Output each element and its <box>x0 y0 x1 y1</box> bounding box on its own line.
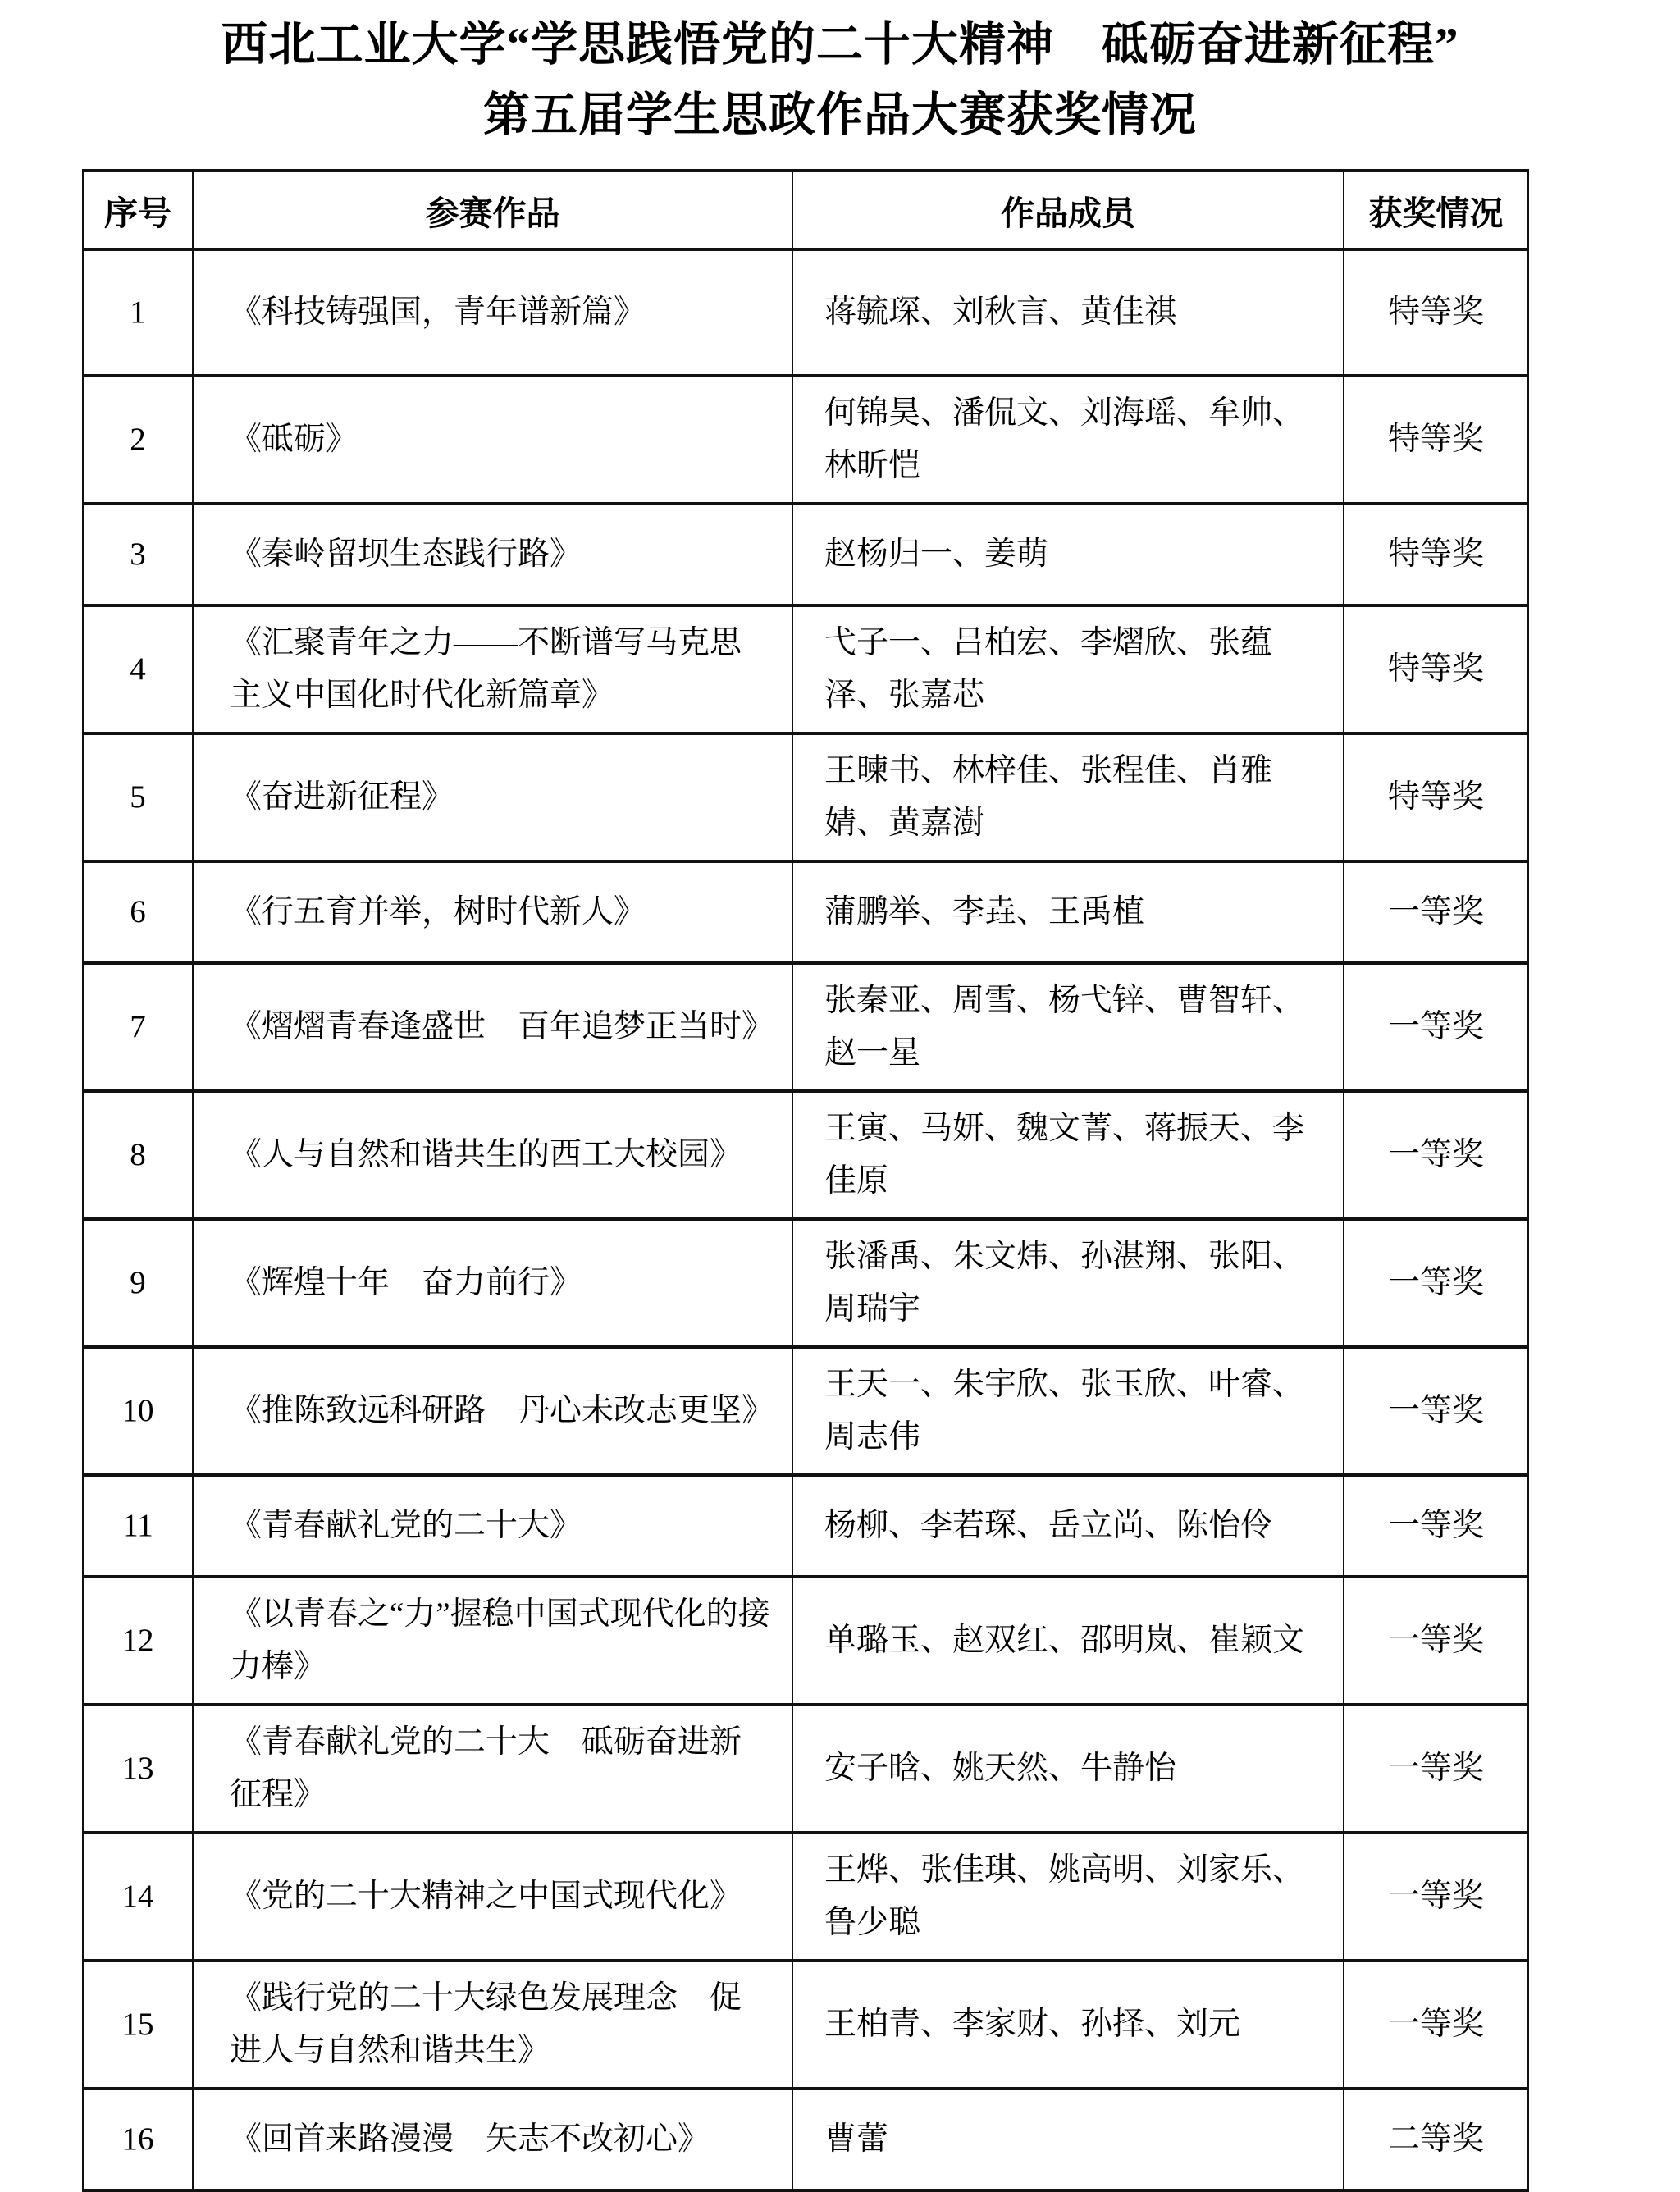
row-number-cell: 15 <box>83 1961 193 2089</box>
row-number-cell: 16 <box>83 2089 193 2190</box>
award-cell: 一等奖 <box>1344 1961 1528 2089</box>
page-title <box>0 0 1680 151</box>
work-title-cell: 《回首来路漫漫 矢志不改初心》 <box>193 2089 792 2190</box>
work-title-cell: 《推陈致远科研路 丹心未改志更坚》 <box>193 1347 792 1475</box>
members-cell: 王柏青、李家财、孙择、刘元 <box>792 1961 1344 2089</box>
row-number-cell: 10 <box>83 1347 193 1475</box>
table-row <box>83 1347 1528 1475</box>
header-row <box>83 171 1528 249</box>
row-number-cell: 14 <box>83 1833 193 1961</box>
row-number-cell: 3 <box>83 504 193 605</box>
work-title-cell: 《以青春之“力”握稳中国式现代化的接力棒》 <box>193 1577 792 1705</box>
award-cell: 特等奖 <box>1344 504 1528 605</box>
work-title-cell: 《科技铸强国，青年谱新篇》 <box>193 249 792 376</box>
work-title-cell: 《践行党的二十大绿色发展理念 促进人与自然和谐共生》 <box>193 1961 792 2089</box>
table-row <box>83 1475 1528 1577</box>
award-cell: 二等奖 <box>1344 2089 1528 2190</box>
work-title-cell: 《青春献礼党的二十大 砥砺奋进新征程》 <box>193 1705 792 1833</box>
work-title-cell: 《党的二十大精神之中国式现代化》 <box>193 1833 792 1961</box>
table-row <box>83 249 1528 376</box>
table-row <box>83 733 1528 861</box>
award-cell: 一等奖 <box>1344 1219 1528 1347</box>
awards-table <box>82 169 1529 2192</box>
table-row <box>83 504 1528 605</box>
table-row <box>83 1705 1528 1833</box>
award-cell: 特等奖 <box>1344 605 1528 733</box>
members-cell: 曹蕾 <box>792 2089 1344 2190</box>
table-row <box>83 861 1528 963</box>
row-number-cell: 12 <box>83 1577 193 1705</box>
work-title-cell: 《行五育并举，树时代新人》 <box>193 861 792 963</box>
row-number-cell: 6 <box>83 861 193 963</box>
members-cell: 王寅、马妍、魏文菁、蒋振天、李佳原 <box>792 1091 1344 1219</box>
table-row <box>83 1219 1528 1347</box>
members-cell: 张潘禹、朱文炜、孙湛翔、张阳、周瑞宇 <box>792 1219 1344 1347</box>
table-row <box>83 963 1528 1091</box>
row-number-cell: 7 <box>83 963 193 1091</box>
award-cell: 一等奖 <box>1344 1705 1528 1833</box>
award-cell: 特等奖 <box>1344 733 1528 861</box>
award-cell: 一等奖 <box>1344 861 1528 963</box>
table-row <box>83 1091 1528 1219</box>
page-title-line2: 第五届学生思政作品大赛获奖情况 <box>483 89 1197 141</box>
members-cell: 单璐玉、赵双红、邵明岚、崔颖文 <box>792 1577 1344 1705</box>
members-cell: 何锦昊、潘侃文、刘海瑶、牟帅、林昕恺 <box>792 376 1344 504</box>
header-work: 参赛作品 <box>193 171 792 249</box>
row-number-cell: 4 <box>83 605 193 733</box>
table-row <box>83 1833 1528 1961</box>
work-title-cell: 《熠熠青春逢盛世 百年追梦正当时》 <box>193 963 792 1091</box>
members-cell: 王暕书、林梓佳、张程佳、肖雅婧、黄嘉澍 <box>792 733 1344 861</box>
header-members: 作品成员 <box>792 171 1344 249</box>
work-title-cell: 《辉煌十年 奋力前行》 <box>193 1219 792 1347</box>
work-title-cell: 《青春献礼党的二十大》 <box>193 1475 792 1577</box>
work-title-cell: 《秦岭留坝生态践行路》 <box>193 504 792 605</box>
members-cell: 蒋毓琛、刘秋言、黄佳祺 <box>792 249 1344 376</box>
members-cell: 蒲鹏举、李垚、王禹植 <box>792 861 1344 963</box>
row-number-cell: 11 <box>83 1475 193 1577</box>
header-award: 获奖情况 <box>1344 171 1528 249</box>
table-row <box>83 605 1528 733</box>
table-row <box>83 1961 1528 2089</box>
award-cell: 一等奖 <box>1344 1577 1528 1705</box>
award-cell: 特等奖 <box>1344 376 1528 504</box>
row-number-cell: 13 <box>83 1705 193 1833</box>
row-number-cell: 2 <box>83 376 193 504</box>
row-number-cell: 9 <box>83 1219 193 1347</box>
award-cell: 一等奖 <box>1344 1091 1528 1219</box>
work-title-cell: 《奋进新征程》 <box>193 733 792 861</box>
row-number-cell: 8 <box>83 1091 193 1219</box>
table-row <box>83 1577 1528 1705</box>
table-row <box>83 2089 1528 2190</box>
members-cell: 弋子一、吕柏宏、李熠欣、张蕴泽、张嘉芯 <box>792 605 1344 733</box>
members-cell: 安子晗、姚天然、牛静怡 <box>792 1705 1344 1833</box>
work-title-cell: 《砥砺》 <box>193 376 792 504</box>
members-cell: 赵杨归一、姜萌 <box>792 504 1344 605</box>
work-title-cell: 《汇聚青年之力——不断谱写马克思主义中国化时代化新篇章》 <box>193 605 792 733</box>
award-cell: 一等奖 <box>1344 963 1528 1091</box>
award-cell: 一等奖 <box>1344 1475 1528 1577</box>
award-cell: 一等奖 <box>1344 1347 1528 1475</box>
row-number-cell: 5 <box>83 733 193 861</box>
members-cell: 张秦亚、周雪、杨弋锌、曹智轩、赵一星 <box>792 963 1344 1091</box>
table-row <box>83 376 1528 504</box>
row-number-cell: 1 <box>83 249 193 376</box>
header-no: 序号 <box>83 171 193 249</box>
members-cell: 杨柳、李若琛、岳立尚、陈怡伶 <box>792 1475 1344 1577</box>
work-title-cell: 《人与自然和谐共生的西工大校园》 <box>193 1091 792 1219</box>
members-cell: 王天一、朱宇欣、张玉欣、叶睿、周志伟 <box>792 1347 1344 1475</box>
page-title-line1: 西北工业大学“学思践悟党的二十大精神 砥砺奋进新征程” <box>221 19 1459 71</box>
award-cell: 一等奖 <box>1344 1833 1528 1961</box>
members-cell: 王烨、张佳琪、姚高明、刘家乐、鲁少聪 <box>792 1833 1344 1961</box>
award-cell: 特等奖 <box>1344 249 1528 376</box>
